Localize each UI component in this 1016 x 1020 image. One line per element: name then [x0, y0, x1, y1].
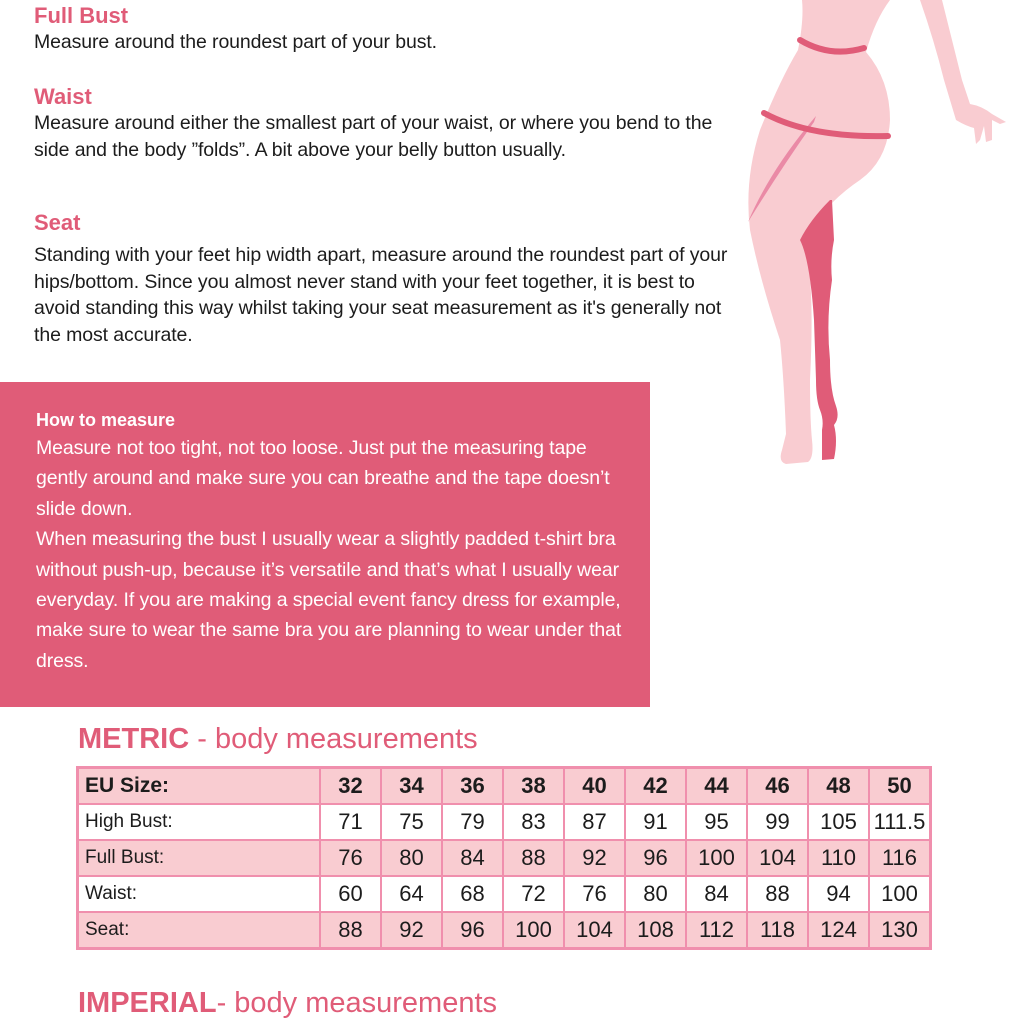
seat-title: Seat [34, 210, 81, 235]
size-cell: 42 [625, 768, 686, 805]
table-row-high-bust [78, 804, 931, 840]
value-cell: 95 [686, 804, 747, 840]
value-cell: 130 [869, 912, 931, 949]
value-cell: 80 [625, 876, 686, 912]
value-cell: 94 [808, 876, 869, 912]
value-cell: 64 [381, 876, 442, 912]
row-label: Full Bust: [78, 840, 321, 876]
value-cell: 68 [442, 876, 503, 912]
value-cell: 60 [320, 876, 381, 912]
imperial-heading [78, 986, 497, 1020]
value-cell: 112 [686, 912, 747, 949]
value-cell: 116 [869, 840, 931, 876]
full-bust-title: Full Bust [34, 3, 129, 28]
value-cell: 96 [442, 912, 503, 949]
waist-description: Measure around either the smallest part of your waist, or where you bend to the side and the body ”folds”. A bit above your belly button usually. [34, 112, 713, 161]
eu-size-label: EU Size: [78, 768, 321, 805]
row-label: High Bust: [78, 804, 321, 840]
value-cell: 100 [869, 876, 931, 912]
size-cell: 50 [869, 768, 931, 805]
value-cell: 83 [503, 804, 564, 840]
size-cell: 40 [564, 768, 625, 805]
size-cell: 38 [503, 768, 564, 805]
waist-section [34, 84, 734, 163]
imperial-heading-strong: IMPERIAL [78, 987, 217, 1019]
value-cell: 79 [442, 804, 503, 840]
table-header-row [78, 768, 931, 805]
size-cell: 48 [808, 768, 869, 805]
metric-heading [78, 722, 478, 756]
size-cell: 34 [381, 768, 442, 805]
seat-description: Standing with your feet hip width apart, measure around the roundest part of your hips/bottom. Since you almost never stand with your feet together, it is best to avoid standing this way whilst taking your seat measurement as it's generally not the most accurate. [34, 244, 728, 346]
how-to-measure-paragraph-1: Measure not too tight, not too loose. Just put the measuring tape gently around and make sure you can breathe and the tape doesn’t slide down. [36, 437, 610, 520]
value-cell: 99 [747, 804, 808, 840]
how-to-measure-paragraph-2: When measuring the bust I usually wear a slightly padded t-shirt bra without push-up, because it’s versatile and that’s what I usually wear everyday. If you are making a special event fancy dress for example, make sure to wear the same bra you are planning to wear under that dress. [36, 528, 622, 672]
value-cell: 80 [381, 840, 442, 876]
value-cell: 84 [442, 840, 503, 876]
value-cell: 100 [686, 840, 747, 876]
row-label: Seat: [78, 912, 321, 949]
value-cell: 87 [564, 804, 625, 840]
waist-title: Waist [34, 84, 92, 109]
full-bust-section [34, 3, 734, 56]
size-cell: 32 [320, 768, 381, 805]
metric-size-table [76, 766, 932, 950]
arm-shape [920, 0, 1006, 144]
imperial-heading-rest: - body measurements [216, 987, 498, 1019]
value-cell: 88 [747, 876, 808, 912]
size-cell: 36 [442, 768, 503, 805]
value-cell: 105 [808, 804, 869, 840]
value-cell: 118 [747, 912, 808, 949]
how-to-measure-title: How to measure [36, 410, 176, 430]
value-cell: 76 [564, 876, 625, 912]
size-cell: 44 [686, 768, 747, 805]
table-row-waist [78, 876, 931, 912]
value-cell: 84 [686, 876, 747, 912]
value-cell: 104 [747, 840, 808, 876]
seat-section [34, 210, 744, 348]
row-label: Waist: [78, 876, 321, 912]
value-cell: 76 [320, 840, 381, 876]
value-cell: 110 [808, 840, 869, 876]
how-to-measure-box [0, 382, 650, 707]
value-cell: 108 [625, 912, 686, 949]
metric-heading-rest: - body measurements [189, 723, 478, 755]
value-cell: 92 [564, 840, 625, 876]
value-cell: 91 [625, 804, 686, 840]
value-cell: 100 [503, 912, 564, 949]
metric-heading-strong: METRIC [78, 723, 190, 755]
table-row-seat [78, 912, 931, 949]
size-cell: 46 [747, 768, 808, 805]
value-cell: 88 [503, 840, 564, 876]
value-cell: 72 [503, 876, 564, 912]
full-bust-description: Measure around the roundest part of your bust. [34, 31, 437, 53]
value-cell: 71 [320, 804, 381, 840]
value-cell: 75 [381, 804, 442, 840]
table-row-full-bust [78, 840, 931, 876]
body-figure-illustration [730, 0, 1016, 480]
value-cell: 88 [320, 912, 381, 949]
value-cell: 104 [564, 912, 625, 949]
value-cell: 92 [381, 912, 442, 949]
value-cell: 96 [625, 840, 686, 876]
value-cell: 124 [808, 912, 869, 949]
value-cell: 111.5 [869, 804, 931, 840]
